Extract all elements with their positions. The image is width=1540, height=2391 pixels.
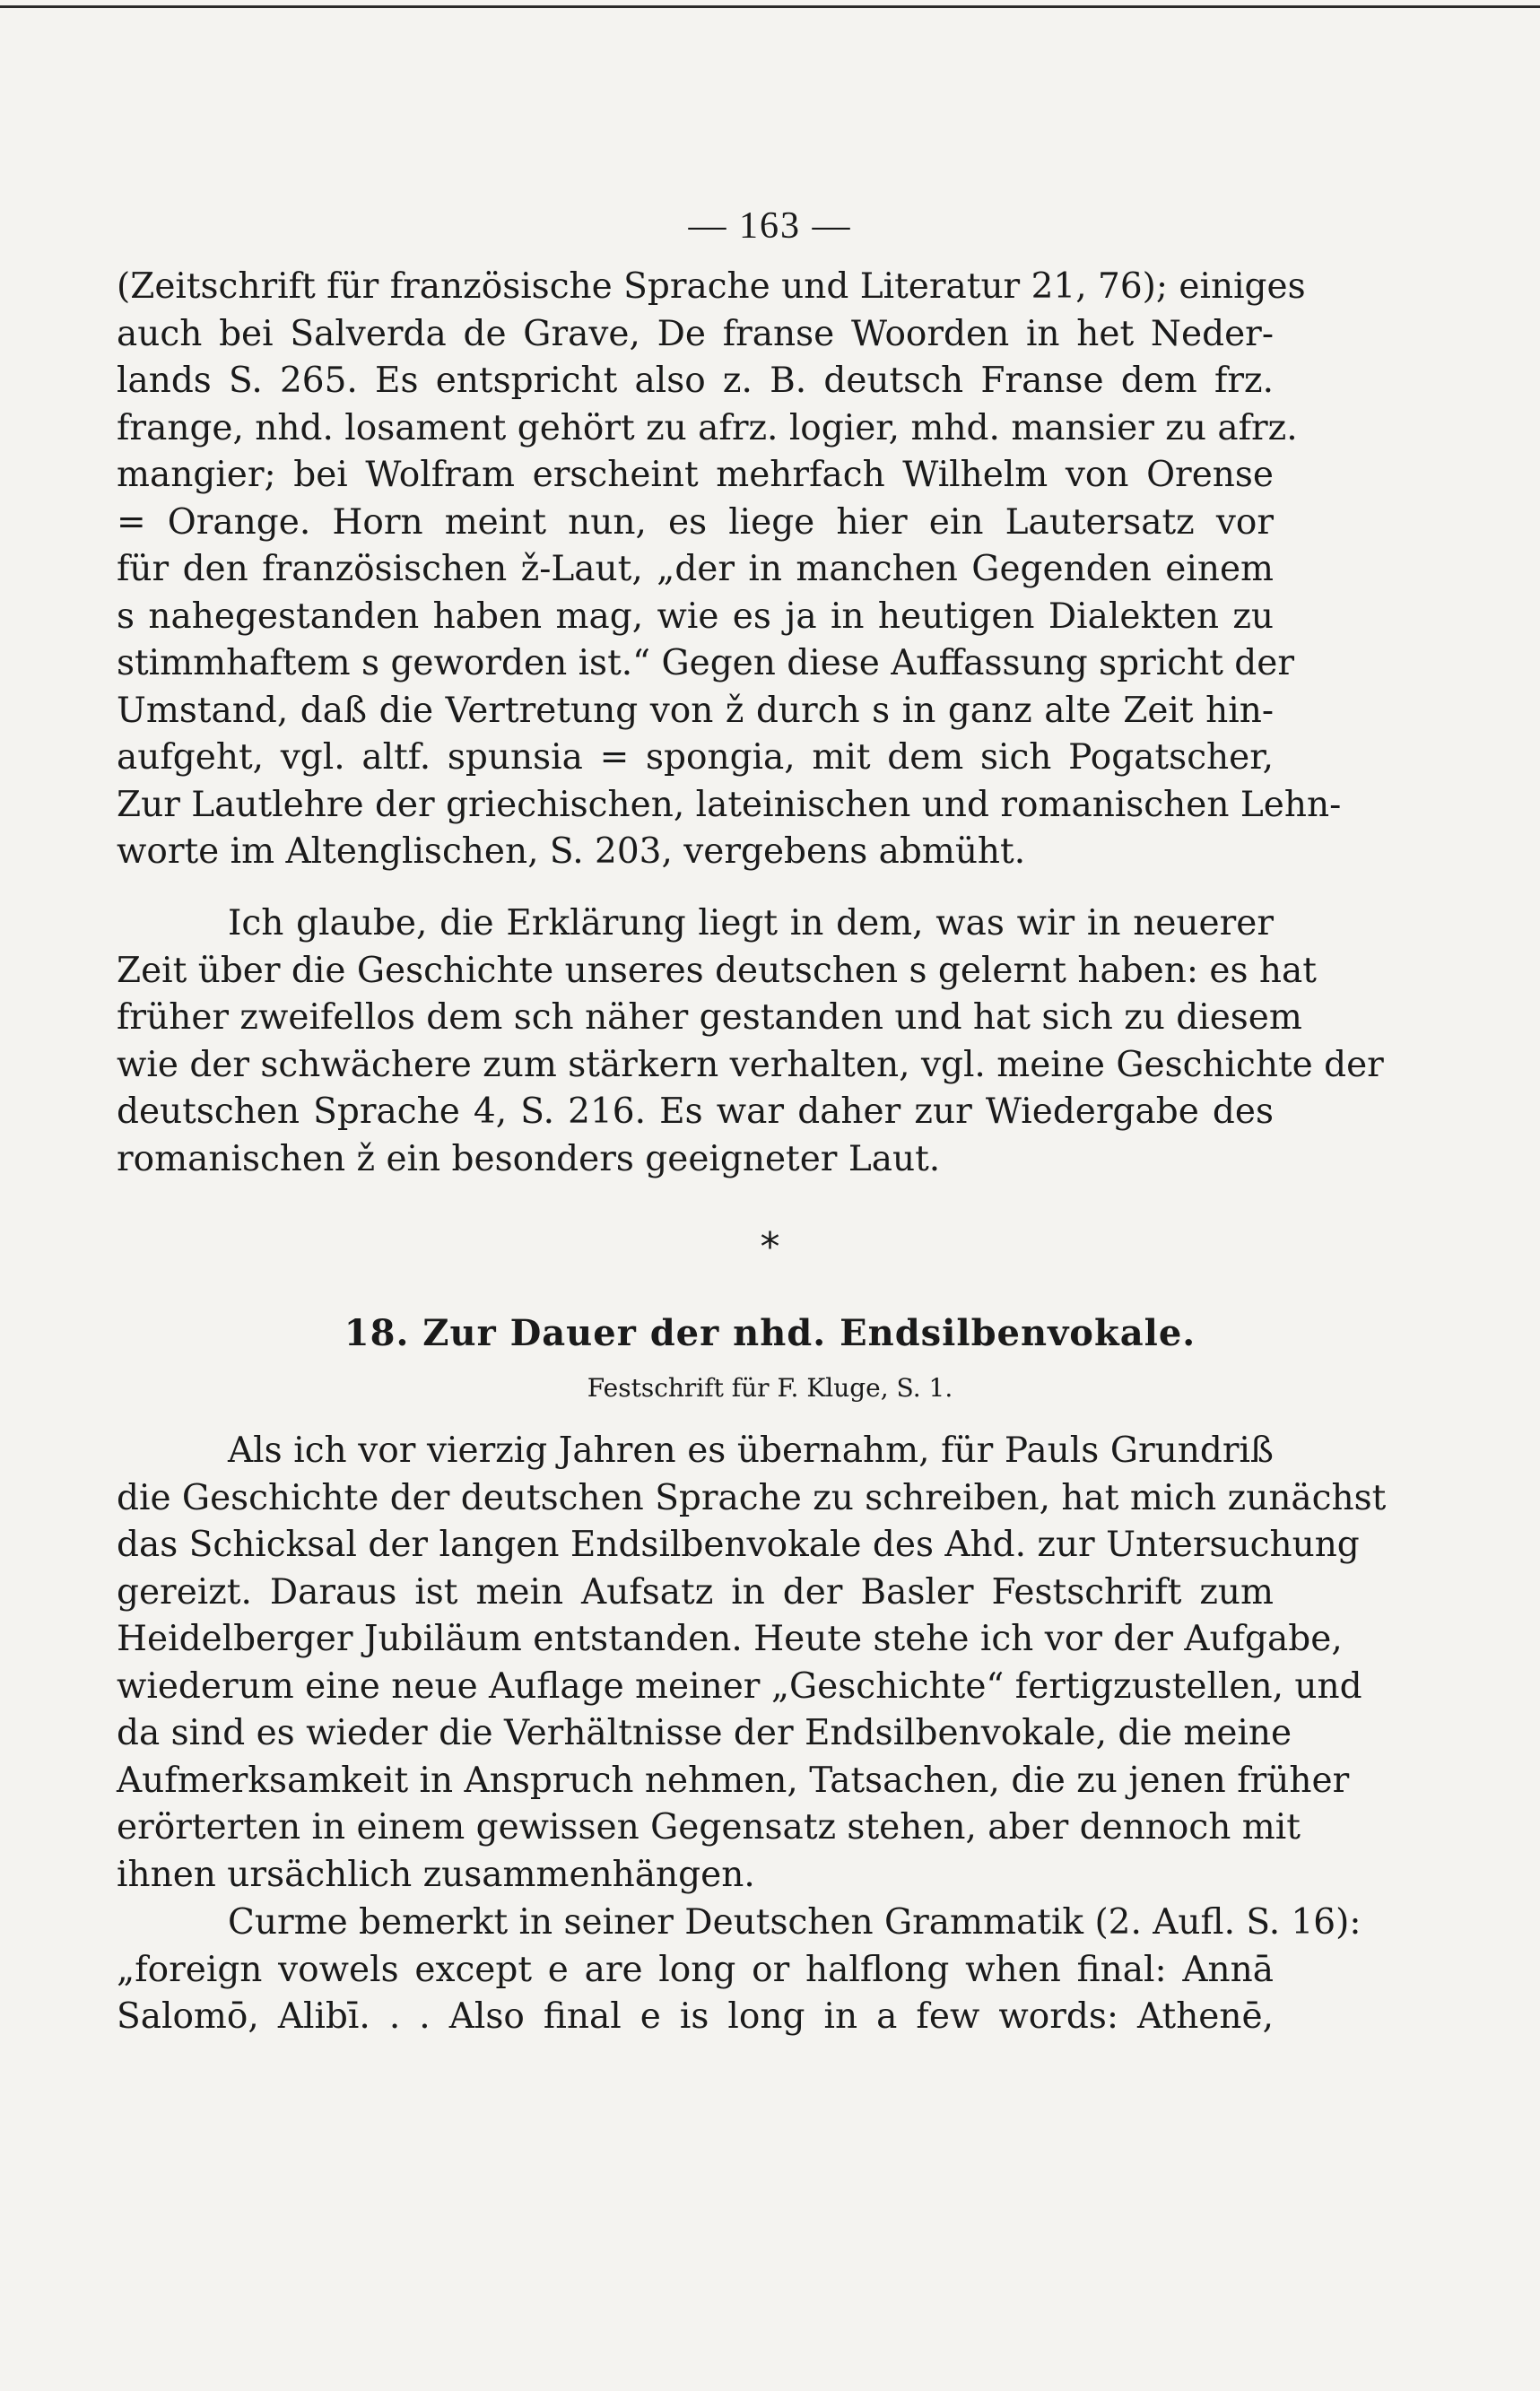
text-line: Salomō, Alibī. . . Also final e is long in a few words: Athenē,: [117, 1996, 1274, 2037]
text-line: Aufmerksamkeit in Anspruch nehmen, Tatsachen, die zu jenen früher: [117, 1760, 1350, 1801]
text-line: aufgeht, vgl. altf. spunsia = spongia, mit dem sich Pogatscher,: [117, 737, 1274, 778]
text-line: da sind es wieder die Verhältnisse der Endsilbenvokale, die meine: [117, 1713, 1292, 1753]
text-line: „foreign vowels except e are long or halflong when final: Annā: [117, 1949, 1274, 1990]
text-line: frange, nhd. losament gehört zu afrz. logier, mhd. mansier zu afrz.: [117, 407, 1298, 448]
text-line: (Zeitschrift für französische Sprache und Literatur 21, 76); einiges: [117, 266, 1306, 307]
paragraph-1: [117, 264, 1342, 876]
text-line: auch bei Salverda de Grave, De franse Woorden in het Neder-: [117, 313, 1274, 354]
top-rule: [0, 5, 1540, 8]
text-line: Umstand, daß die Vertretung von ž durch s in ganz alte Zeit hin-: [117, 690, 1274, 731]
text-line: deutschen Sprache 4, S. 216. Es war daher zur Wiedergabe des: [117, 1091, 1274, 1132]
text-line: wie der schwächere zum stärkern verhalten, vgl. meine Geschichte der: [117, 1044, 1384, 1085]
text-line: Zeit über die Geschichte unseres deutschen s gelernt haben: es hat: [117, 950, 1317, 991]
text-line: für den französischen ž-Laut, „der in manchen Gegenden einem: [117, 549, 1274, 589]
text-line: die Geschichte der deutschen Sprache zu schreiben, hat mich zunächst: [117, 1477, 1387, 1518]
text-line: Als ich vor vierzig Jahren es übernahm, für Pauls Grundriß: [228, 1430, 1274, 1471]
text-line: Curme bemerkt in seiner Deutschen Grammatik (2. Aufl. S. 16):: [228, 1902, 1362, 1943]
text-line: ihnen ursächlich zusammenhängen.: [117, 1854, 755, 1895]
paragraph-2: [117, 900, 1384, 1183]
text-line: Heidelberger Jubiläum entstanden. Heute stehe ich vor der Aufgabe,: [117, 1619, 1343, 1659]
paragraph-4: [117, 1900, 1362, 2041]
text-line: Ich glaube, die Erklärung liegt in dem, was wir in neuerer: [228, 903, 1274, 943]
text-line: früher zweifellos dem sch näher gestanden und hat sich zu diesem: [117, 997, 1302, 1038]
page-number: — 163 —: [688, 205, 852, 247]
text-line: mangier; bei Wolfram erscheint mehrfach Wilhelm von Orense: [117, 455, 1274, 495]
text-line: wiederum eine neue Auflage meiner „Geschichte“ fertigzustellen, und: [117, 1665, 1362, 1707]
text-line: gereizt. Daraus ist mein Aufsatz in der Basler Festschrift zum: [117, 1571, 1274, 1613]
section-heading: 18. Zur Dauer der nhd. Endsilbenvokale.: [344, 1312, 1196, 1354]
text-line: lands S. 265. Es entspricht also z. B. deutsch Franse dem frz.: [117, 361, 1274, 401]
text-line: erörterten in einem gewissen Gegensatz stehen, aber dennoch mit: [117, 1807, 1301, 1848]
text-line: Zur Lautlehre der griechischen, lateinischen und romanischen Lehn-: [117, 784, 1342, 825]
text-line: worte im Altenglischen, S. 203, vergebens abmüht.: [117, 831, 1026, 872]
text-line: = Orange. Horn meint nun, es liege hier ein Lautersatz vor: [117, 501, 1274, 543]
paragraph-3: [117, 1428, 1387, 1899]
text-line: das Schicksal der langen Endsilbenvokale des Ahd. zur Untersuchung: [117, 1525, 1360, 1565]
text-line: s nahegestanden haben mag, wie es ja in heutigen Dialekten zu: [117, 596, 1274, 637]
section-source: Festschrift für F. Kluge, S. 1.: [587, 1373, 953, 1403]
text-line: romanischen ž ein besonders geeigneter Laut.: [117, 1138, 941, 1179]
text-line: stimmhaftem s geworden ist.“ Gegen diese Auffassung spricht der: [117, 643, 1294, 683]
section-divider-asterisk: *: [760, 1224, 780, 1270]
